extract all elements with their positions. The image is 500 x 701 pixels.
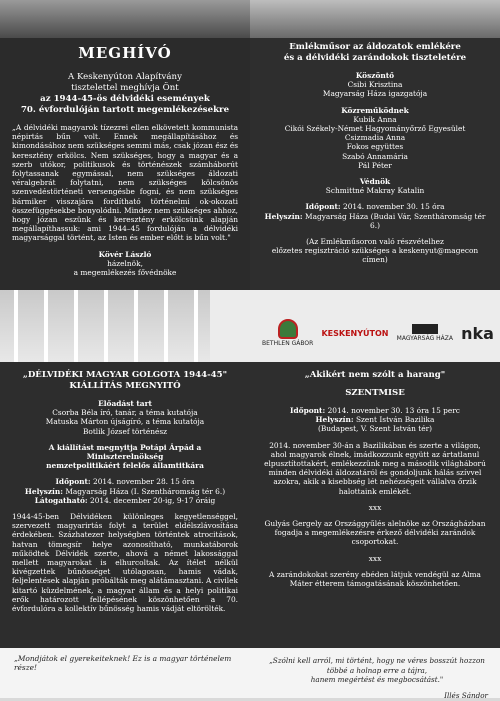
footer-quote-right: „Szólni kell arról, mi történt, hogy ne véres bosszút hozzon többé a holnap erre a tájra, hanem megértést és megbocsátást." <box>269 656 485 684</box>
lecturer: Botlik József történész <box>82 426 168 436</box>
patron-name: Schmittné Makray Katalin <box>325 186 425 196</box>
mass-paragraph: 2014. november 30-án a Bazilikában és szerte a világon, ahol magyarok élnek, imádkozzunk együtt az ártatlanul elpusztítottakért, emlékezzünk meg a második világháború minden délvidéki áldozatáról és gondoljunk hálás szívvel azokra, akik a kisebbség lét nehézségeit vállalva őrzik halottaink emlékét. <box>264 440 486 496</box>
separator: xxx <box>368 502 382 512</box>
performer: Cikói Székely-Német Hagyományőrző Egyesület <box>284 124 466 134</box>
signer-role: a megemlékezés fővédnöke <box>73 268 177 278</box>
invite-line: tisztelettel meghívja Önt <box>71 83 179 93</box>
performer: Kubik Anna <box>353 114 397 124</box>
invitation-title: MEGHÍVÓ <box>78 44 172 62</box>
lecturer: Csorba Béla író, tanár, a téma kutatója <box>52 408 198 418</box>
portrait-photo <box>250 0 500 38</box>
invite-line: 70. évfordulóján tartott megemlékezésekre <box>20 105 230 115</box>
magyarsag-haza-logo: MAGYARSÁG HÁZA <box>397 324 453 342</box>
greeting-name: Csibi Krisztina <box>347 80 403 90</box>
sponsor-logos <box>262 318 494 348</box>
bethlen-gabor-logo: BETHLEN GÁBOR <box>262 319 313 347</box>
mass-place-sub: (Budapest, V. Szent István tér) <box>317 424 433 434</box>
mass-panel <box>250 362 500 648</box>
opener: nemzetpolitikáért felelős államtitkára <box>46 461 204 471</box>
greeting-role: Magyarság Háza igazgatója <box>322 89 428 99</box>
signer-name: Kövér László <box>98 249 152 259</box>
memorial-place: Helyszín: Magyarság Háza (Budai Vár, Szentháromság tér 6.) <box>264 211 486 230</box>
registration-note: előzetes regisztráció szükséges a keskenyut@magecon címen) <box>271 246 479 265</box>
exhibit-paragraph: 1944-45-ben Délvidéken különleges kegyetlenséggel, szervezett magyarirtás folyt a terület eldélszlávosítása érdekében. Százhatezer helységben történtek atrocitások, hatvan tömegsír helye azonosítható, munkatáborok működtek Délvidék szerte, ahová a német lakossággal mellett magyarokat is elhurcoltak. Az ítélet nélkül kivégzettek bűnösséget utólagosan, hamis vádak, feljelentések alapján próbálták meg alátámasztani. A civilek kitartó küzdelmének, a magyar állam és a helyi politikai erők határozott fellépésének köszönhetően a 70. évfordulóra a kollektív bűnösség hamis vádját eltörölték. <box>12 512 238 614</box>
memorial-title: és a délvidéki zarándokok tiszteletére <box>283 53 467 63</box>
invite-line: az 1944-45-ös délvidéki események <box>40 94 210 104</box>
signer-role: házelnök, <box>107 258 143 268</box>
mass-place: Helyszín: Szent István Bazilika <box>315 415 435 425</box>
footer-quote-left: „Mondjátok el gyerekeiteknek! Ez is a magyar történelem része! <box>14 654 232 672</box>
lecturer: Matuska Márton újságíró, a téma kutatója <box>45 417 205 427</box>
invitation-panel <box>0 0 250 290</box>
greeting-heading: Köszöntő <box>355 71 395 80</box>
mass-time: Időpont: 2014. november 30. 13 óra 15 perc <box>290 406 460 415</box>
separator: xxx <box>368 553 382 563</box>
lecture-heading: Előadást tart <box>98 399 152 408</box>
crosses-image <box>0 290 210 362</box>
patron-heading: Védnök <box>359 177 391 187</box>
memorial-time: Időpont: 2014. november 30. 15 óra <box>305 202 445 212</box>
exhibit-time: Időpont: 2014. november 28. 15 óra <box>55 477 195 487</box>
registration-note: (Az Emlékműsoron való részvételhez <box>306 237 444 247</box>
exhibit-title: KIÁLLÍTÁS MEGNYITÓ <box>69 381 181 391</box>
performer: Fokos együttes <box>346 142 404 152</box>
portrait-photo <box>0 0 250 38</box>
exhibit-visit: Látogatható: 2014. december 20-ig, 9-17 óráig <box>34 495 216 505</box>
performer: Csizmadia Anna <box>344 133 406 143</box>
footer <box>0 648 500 698</box>
mass-paragraph: Gulyás Gergely az Országgyűlés alelnöke az Országházban fogadja a megemlékezésre érkező délvidéki zarándok csoportokat. <box>264 519 486 547</box>
memorial-panel <box>250 0 500 290</box>
exhibition-panel <box>0 362 250 648</box>
performer: Pál Péter <box>358 160 392 170</box>
keskenyuton-logo: KESKENYÚTON <box>321 329 389 338</box>
memorial-title: Emlékműsor az áldozatok emlékére <box>289 42 461 52</box>
mass-quote-title: „Akikért nem szólt a harang" <box>304 370 446 380</box>
opener: A kiállítást megnyitja Potápi Árpád a Miniszterelnökség <box>48 442 202 462</box>
performer: Szabó Annamária <box>342 151 408 161</box>
mass-title: SZENTMISE <box>345 388 405 398</box>
nka-logo: nka <box>461 324 494 343</box>
footer-signer: Illés Sándor <box>444 691 488 700</box>
invite-quote: „A délvidéki magyarok tízezrei ellen elkövetett kommunista népirtás bűn volt. Ennek megállapításához és kimondásához nem szükséges semmi más, csak józan ész és keresztény erkölcs. Nem szükséges, hogy a magyar és a szerb utókor, politikusok és történészek számháborút folytassanak egymással, nem szükséges áldozati véralgebrát folytatni, nem szükséges kölcsönös szenvedéstörténeti versengésbe fogni, és nem szükséges bármiker visszajára fordítható történelmi ok-okozati összefüggésekbe bonyolódni. Mindez nem szükséges ahhoz, hogy józan eszünk és keresztény erkölcsünk alapján megállapíthassuk: ami 1944–45 fordulóján a délvidéki magyarsággal történt, az Isten és ember előtt is bűn volt." <box>12 123 238 243</box>
exhibit-place: Helyszín: Magyarság Háza (I. Szentháromság tér 6.) <box>24 486 226 496</box>
performers-heading: Közreműködnek <box>341 105 409 115</box>
invite-line: A Keskenyúton Alapítvány <box>68 72 182 82</box>
exhibit-title: „DÉLVIDÉKI MAGYAR GOLGOTA 1944-45" <box>22 370 228 380</box>
mass-paragraph: A zarándokokat szerény ebéden látjuk vendégül az Alma Máter étterem támogatásának köszönhetően. <box>269 569 481 589</box>
